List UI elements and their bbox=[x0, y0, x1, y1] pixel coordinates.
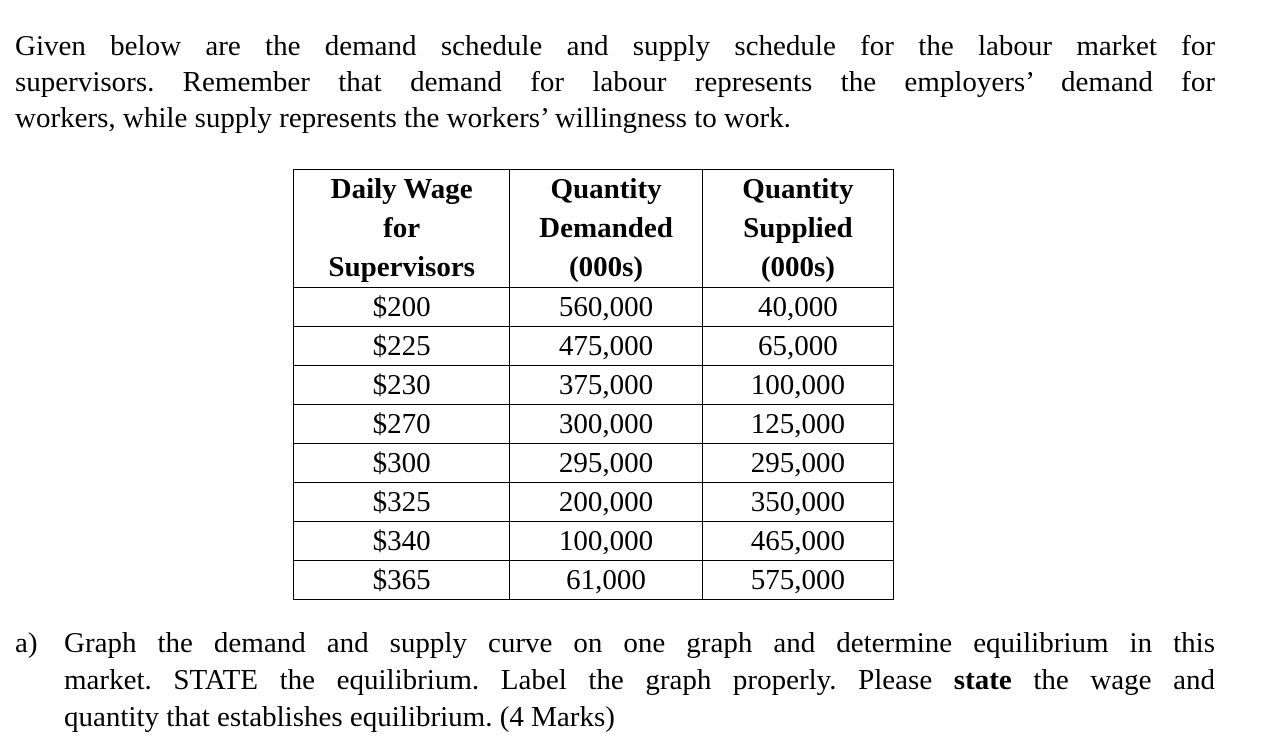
table-row bbox=[294, 561, 894, 600]
header-wage-line-3: Supervisors bbox=[328, 251, 475, 283]
question-text bbox=[64, 625, 1215, 736]
table-row bbox=[294, 483, 894, 522]
table-row bbox=[294, 405, 894, 444]
question-line-2-before: market. STATE the equilibrium. Label the graph properly. Please bbox=[64, 664, 954, 696]
header-wage-line-2: for bbox=[383, 212, 421, 244]
header-demanded-line-2: Demanded bbox=[539, 212, 673, 244]
demanded-cell: 475,000 bbox=[510, 327, 702, 366]
wage-cell: $340 bbox=[294, 522, 510, 561]
demanded-cell: 100,000 bbox=[510, 522, 702, 561]
header-wage-line-1: Daily Wage bbox=[330, 173, 473, 205]
header-demanded-line-3: (000s) bbox=[568, 251, 644, 283]
question-line-2-bold: state bbox=[953, 664, 1012, 696]
intro-line-2: supervisors. Remember that demand for labour represents the employers’ demand for bbox=[15, 66, 1215, 98]
wage-cell: $225 bbox=[294, 327, 510, 366]
schedule-table bbox=[293, 169, 894, 600]
header-daily-wage bbox=[294, 170, 510, 288]
wage-cell: $365 bbox=[294, 561, 510, 600]
demanded-cell: 200,000 bbox=[510, 483, 702, 522]
wage-cell: $200 bbox=[294, 288, 510, 327]
header-quantity-supplied bbox=[702, 170, 893, 288]
demanded-cell: 375,000 bbox=[510, 366, 702, 405]
demanded-cell: 61,000 bbox=[510, 561, 702, 600]
question-line-1: Graph the demand and supply curve on one graph and determine equilibrium in this bbox=[64, 627, 1215, 659]
table-row bbox=[294, 327, 894, 366]
supplied-cell: 65,000 bbox=[702, 327, 893, 366]
wage-cell: $270 bbox=[294, 405, 510, 444]
header-supplied-line-3: (000s) bbox=[760, 251, 835, 283]
demanded-cell: 295,000 bbox=[510, 444, 702, 483]
supplied-cell: 575,000 bbox=[702, 561, 893, 600]
table-row bbox=[294, 288, 894, 327]
supplied-cell: 100,000 bbox=[702, 366, 893, 405]
supplied-cell: 125,000 bbox=[702, 405, 893, 444]
intro-line-1: Given below are the demand schedule and supply schedule for the labour market for bbox=[15, 30, 1215, 62]
question-line-3: quantity that establishes equilibrium. (4 Marks) bbox=[64, 701, 615, 733]
header-supplied-line-2: Supplied bbox=[743, 212, 853, 244]
supplied-cell: 40,000 bbox=[702, 288, 893, 327]
question-line-2 bbox=[64, 662, 1215, 699]
question-label: a) bbox=[15, 627, 38, 659]
table-row bbox=[294, 366, 894, 405]
demanded-cell: 560,000 bbox=[510, 288, 702, 327]
header-demanded-line-1: Quantity bbox=[550, 173, 662, 205]
table-row bbox=[294, 522, 894, 561]
intro-line-3: workers, while supply represents the workers’ willingness to work. bbox=[15, 102, 791, 134]
header-quantity-demanded bbox=[510, 170, 702, 288]
supplied-cell: 465,000 bbox=[702, 522, 893, 561]
table-row bbox=[294, 444, 894, 483]
intro-paragraph bbox=[15, 28, 1215, 136]
table-header-row bbox=[294, 170, 894, 288]
question-a bbox=[15, 625, 1215, 736]
demanded-cell: 300,000 bbox=[510, 405, 702, 444]
wage-cell: $300 bbox=[294, 444, 510, 483]
wage-cell: $230 bbox=[294, 366, 510, 405]
supplied-cell: 350,000 bbox=[702, 483, 893, 522]
question-line-2-after: the wage and bbox=[1011, 664, 1215, 696]
supplied-cell: 295,000 bbox=[702, 444, 893, 483]
header-supplied-line-1: Quantity bbox=[742, 173, 854, 205]
wage-cell: $325 bbox=[294, 483, 510, 522]
